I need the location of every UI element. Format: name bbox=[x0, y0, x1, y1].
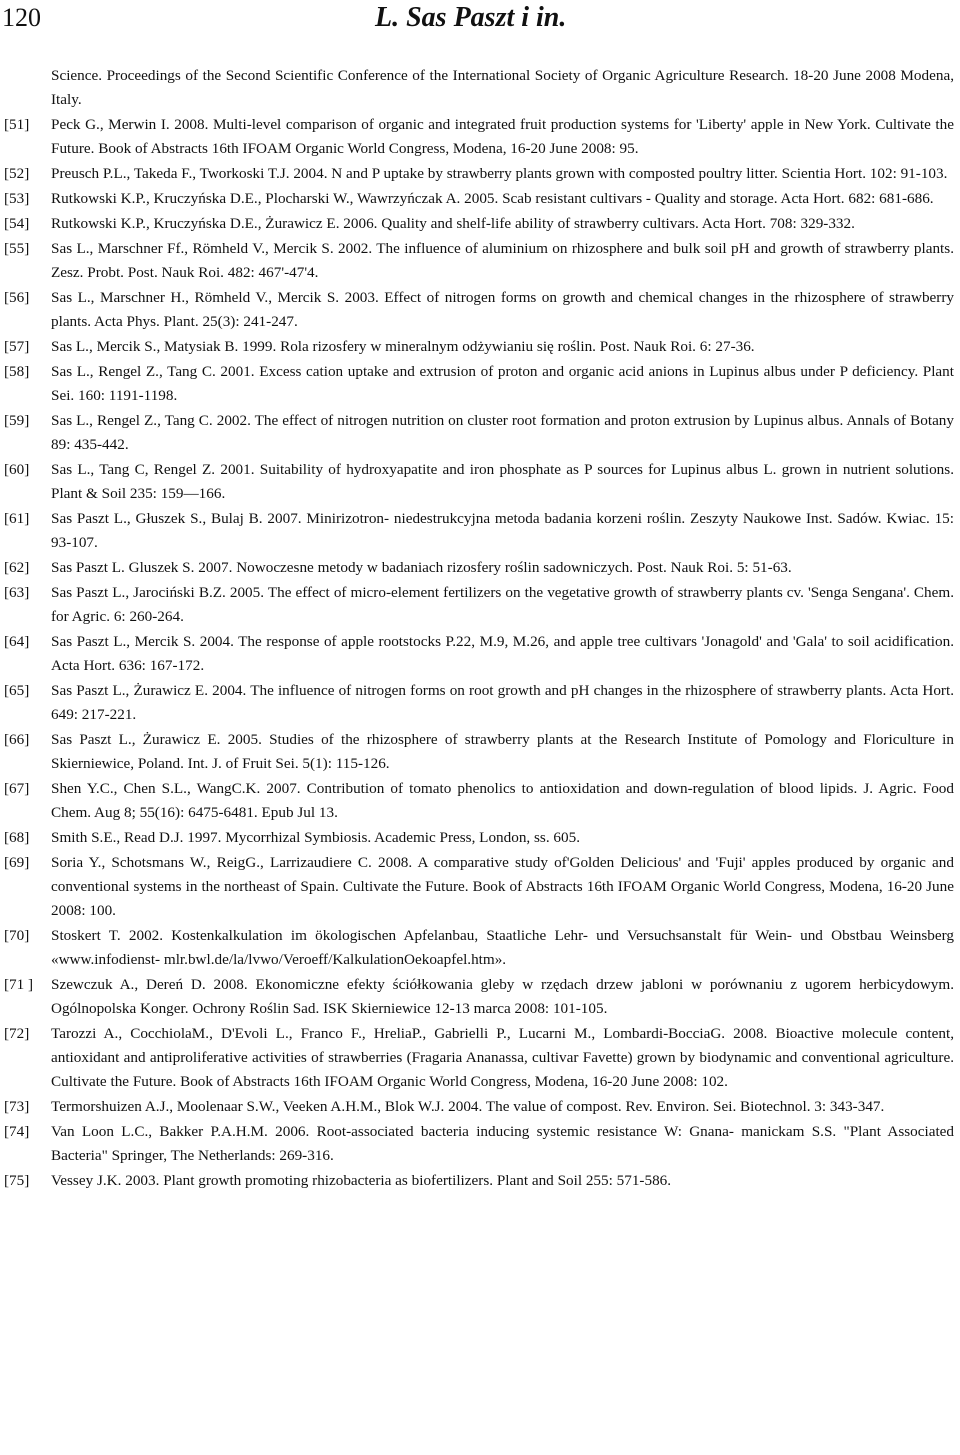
reference-label: [58] bbox=[4, 363, 30, 380]
reference-item bbox=[0, 458, 960, 506]
reference-label: [73] bbox=[4, 1098, 30, 1115]
reference-item bbox=[0, 286, 960, 334]
reference-label: [55] bbox=[4, 240, 30, 257]
reference-item bbox=[0, 630, 960, 678]
reference-item bbox=[0, 162, 960, 186]
reference-text: Sas Paszt L., Żurawicz E. 2005. Studies of the rhizosphere of strawberry plants at the Research Institute of Pomology and Floriculture in Skierniewice, Poland. Int. J. of Fruit Sei. 5(1): 115-126. bbox=[51, 731, 954, 772]
reference-text: Sas Paszt L., Mercik S. 2004. The response of apple rootstocks P.22, M.9, M.26, and apple tree cultivars 'Jonagold' and 'Gala' to soil acidification. Acta Hort. 636: 167-172. bbox=[51, 633, 954, 674]
reference-text: Sas Paszt L. Gluszek S. 2007. Nowoczesne metody w badaniach rizosfery roślin sadowniczych. Post. Nauk Roi. 5: 51-63. bbox=[51, 559, 792, 576]
reference-text: Rutkowski K.P., Kruczyńska D.E., Żurawicz E. 2006. Quality and shelf-life ability of strawberry cultivars. Acta Hort. 708: 329-332. bbox=[51, 215, 855, 232]
reference-label: [67] bbox=[4, 780, 30, 797]
reference-item bbox=[0, 187, 960, 211]
reference-item bbox=[0, 1120, 960, 1168]
reference-label: [68] bbox=[4, 829, 30, 846]
reference-item bbox=[0, 728, 960, 776]
reference-item bbox=[0, 507, 960, 555]
reference-text: Van Loon L.C., Bakker P.A.H.M. 2006. Root-associated bacteria inducing systemic resistance W: Gnana- manickam S.S. "Plant Associated Bacteria" Springer, The Netherlands: 269-316. bbox=[51, 1123, 954, 1164]
reference-item bbox=[0, 64, 960, 112]
reference-text: Sas Paszt L., Żurawicz E. 2004. The influence of nitrogen forms on root growth and pH changes in the rhizosphere of strawberry plants. Acta Hort. 649: 217-221. bbox=[51, 682, 954, 723]
reference-text: Tarozzi A., CocchiolaM., D'Evoli L., Franco F., HreliaP., Gabrielli P., Lucarni M., Lombardi-BocciaG. 2008. Bioactive molecule content, antioxidant and antiproliferative activities of strawberries (Fragaria Ananassa, cultivar Favette) grown by biodynamic and conventional agriculture. Cultivate the Future. Book of Abstracts 16th IFOAM Organic World Congress, Modena, 16-20 June 2008: 102. bbox=[51, 1025, 954, 1090]
running-head: L. Sas Paszt i in. bbox=[375, 2, 567, 33]
reference-label: [62] bbox=[4, 559, 30, 576]
reference-text: Szewczuk A., Dereń D. 2008. Ekonomiczne efekty ściółkowania gleby w rzędach drzew jabloni w porównaniu z ugorem herbicydowym. Ogólnopolska Konger. Ochrony Roślin Sad. ISK Skierniewice 12-13 marca 2008: 101-105. bbox=[51, 976, 954, 1017]
reference-item bbox=[0, 212, 960, 236]
reference-item bbox=[0, 973, 960, 1021]
reference-label: [56] bbox=[4, 289, 30, 306]
reference-text: Science. Proceedings of the Second Scientific Conference of the International Society of Organic Agriculture Research. 18-20 June 2008 Modena, Italy. bbox=[51, 67, 954, 108]
reference-label: [63] bbox=[4, 584, 30, 601]
reference-label: [51] bbox=[4, 116, 30, 133]
reference-text: Preusch P.L., Takeda F., Tworkoski T.J. 2004. N and P uptake by strawberry plants grown with composted poultry litter. Scientia Hort. 102: 91-103. bbox=[51, 165, 948, 182]
page-number: 120 bbox=[2, 3, 41, 32]
reference-text: Vessey J.K. 2003. Plant growth promoting rhizobacteria as biofertilizers. Plant and Soil 255: 571-586. bbox=[51, 1172, 672, 1189]
reference-item bbox=[0, 409, 960, 457]
reference-text: Soria Y., Schotsmans W., ReigG., Larrizaudiere C. 2008. A comparative study of'Golden Delicious' and 'Fuji' apples produced by organic and conventional systems in the northeast of Spain. Cultivate the Future. Book of Abstracts 16th IFOAM Organic World Congress, Modena, 16-20 June 2008: 100. bbox=[51, 854, 954, 919]
reference-label: [60] bbox=[4, 461, 30, 478]
reference-item bbox=[0, 924, 960, 972]
reference-text: Sas L., Marschner H., Römheld V., Mercik S. 2003. Effect of nitrogen forms on growth and chemical changes in the rhizosphere of strawberry plants. Acta Phys. Plant. 25(3): 241-247. bbox=[51, 289, 954, 330]
reference-item bbox=[0, 113, 960, 161]
reference-text: Shen Y.C., Chen S.L., WangC.K. 2007. Contribution of tomato phenolics to antioxidation and down-regulation of blood lipids. J. Agric. Food Chem. Aug 8; 55(16): 6475-6481. Epub Jul 13. bbox=[51, 780, 954, 821]
reference-label: [70] bbox=[4, 927, 30, 944]
reference-list bbox=[0, 64, 960, 1193]
reference-text: Sas L., Tang C, Rengel Z. 2001. Suitability of hydroxyapatite and iron phosphate as P sources for Lupinus albus L. grown in nutrient solutions. Plant & Soil 235: 159—166. bbox=[51, 461, 954, 502]
reference-text: Sas Paszt L., Jarociński B.Z. 2005. The effect of micro-element fertilizers on the vegetative growth of strawberry plants cv. 'Senga Sengana'. Chem. for Agric. 6: 260-264. bbox=[51, 584, 954, 625]
reference-label: [64] bbox=[4, 633, 30, 650]
reference-text: Sas L., Mercik S., Matysiak B. 1999. Rola rizosfery w mineralnym odżywianiu się roślin. Post. Nauk Roi. 6: 27-36. bbox=[51, 338, 755, 355]
reference-item bbox=[0, 335, 960, 359]
reference-item bbox=[0, 826, 960, 850]
reference-label: [52] bbox=[4, 165, 30, 182]
reference-item bbox=[0, 556, 960, 580]
reference-label: [59] bbox=[4, 412, 30, 429]
reference-item bbox=[0, 679, 960, 727]
reference-item bbox=[0, 1095, 960, 1119]
reference-text: Stoskert T. 2002. Kostenkalkulation im ökologischen Apfelanbau, Staatliche Lehr- und Versuchsanstalt für Wein- und Obstbau Weinsberg «www.infodienst- mlr.bwl.de/la/lvwo/Veroeff/KalkulationOekoapfel.htm». bbox=[51, 927, 954, 968]
reference-label: [72] bbox=[4, 1025, 30, 1042]
reference-text: Sas L., Marschner Ff., Römheld V., Mercik S. 2002. The influence of aluminium on rhizosphere and bulk soil pH and growth of strawberry plants. Zesz. Probt. Post. Nauk Roi. 482: 467'-47'4. bbox=[51, 240, 954, 281]
reference-label: [74] bbox=[4, 1123, 30, 1140]
reference-label: [54] bbox=[4, 215, 30, 232]
reference-text: Peck G., Merwin I. 2008. Multi-level comparison of organic and integrated fruit production systems for 'Liberty' apple in New York. Cultivate the Future. Book of Abstracts 16th IFOAM Organic World Congress, Modena, 16-20 June 2008: 95. bbox=[51, 116, 954, 157]
reference-text: Sas L., Rengel Z., Tang C. 2001. Excess cation uptake and extrusion of proton and organic acid anions in Lupinus albus under P deficiency. Plant Sei. 160: 1191-1198. bbox=[51, 363, 954, 404]
reference-item bbox=[0, 1169, 960, 1193]
reference-item bbox=[0, 851, 960, 923]
reference-label: [71 ] bbox=[4, 976, 34, 993]
reference-item bbox=[0, 777, 960, 825]
reference-item bbox=[0, 581, 960, 629]
reference-label: [61] bbox=[4, 510, 30, 527]
reference-label: [65] bbox=[4, 682, 30, 699]
page-header bbox=[0, 0, 960, 44]
reference-text: Termorshuizen A.J., Moolenaar S.W., Veeken A.H.M., Blok W.J. 2004. The value of compost. Rev. Environ. Sei. Biotechnol. 3: 343-347. bbox=[51, 1098, 885, 1115]
reference-label: [69] bbox=[4, 854, 30, 871]
reference-text: Sas L., Rengel Z., Tang C. 2002. The effect of nitrogen nutrition on cluster root formation and proton extrusion by Lupinus albus. Annals of Botany 89: 435-442. bbox=[51, 412, 954, 453]
reference-label: [57] bbox=[4, 338, 30, 355]
reference-text: Smith S.E., Read D.J. 1997. Mycorrhizal Symbiosis. Academic Press, London, ss. 605. bbox=[51, 829, 581, 846]
reference-label: [53] bbox=[4, 190, 30, 207]
reference-label: [75] bbox=[4, 1172, 30, 1189]
reference-label: [66] bbox=[4, 731, 30, 748]
reference-text: Rutkowski K.P., Kruczyńska D.E., Plocharski W., Wawrzyńczak A. 2005. Scab resistant cultivars - Quality and storage. Acta Hort. 682: 681-686. bbox=[51, 190, 934, 207]
reference-text: Sas Paszt L., Głuszek S., Bulaj B. 2007. Minirizotron- niedestrukcyjna metoda badania korzeni roślin. Zeszyty Naukowe Inst. Sadów. Kwiac. 15: 93-107. bbox=[51, 510, 954, 551]
reference-item bbox=[0, 237, 960, 285]
reference-item bbox=[0, 1022, 960, 1094]
reference-item bbox=[0, 360, 960, 408]
